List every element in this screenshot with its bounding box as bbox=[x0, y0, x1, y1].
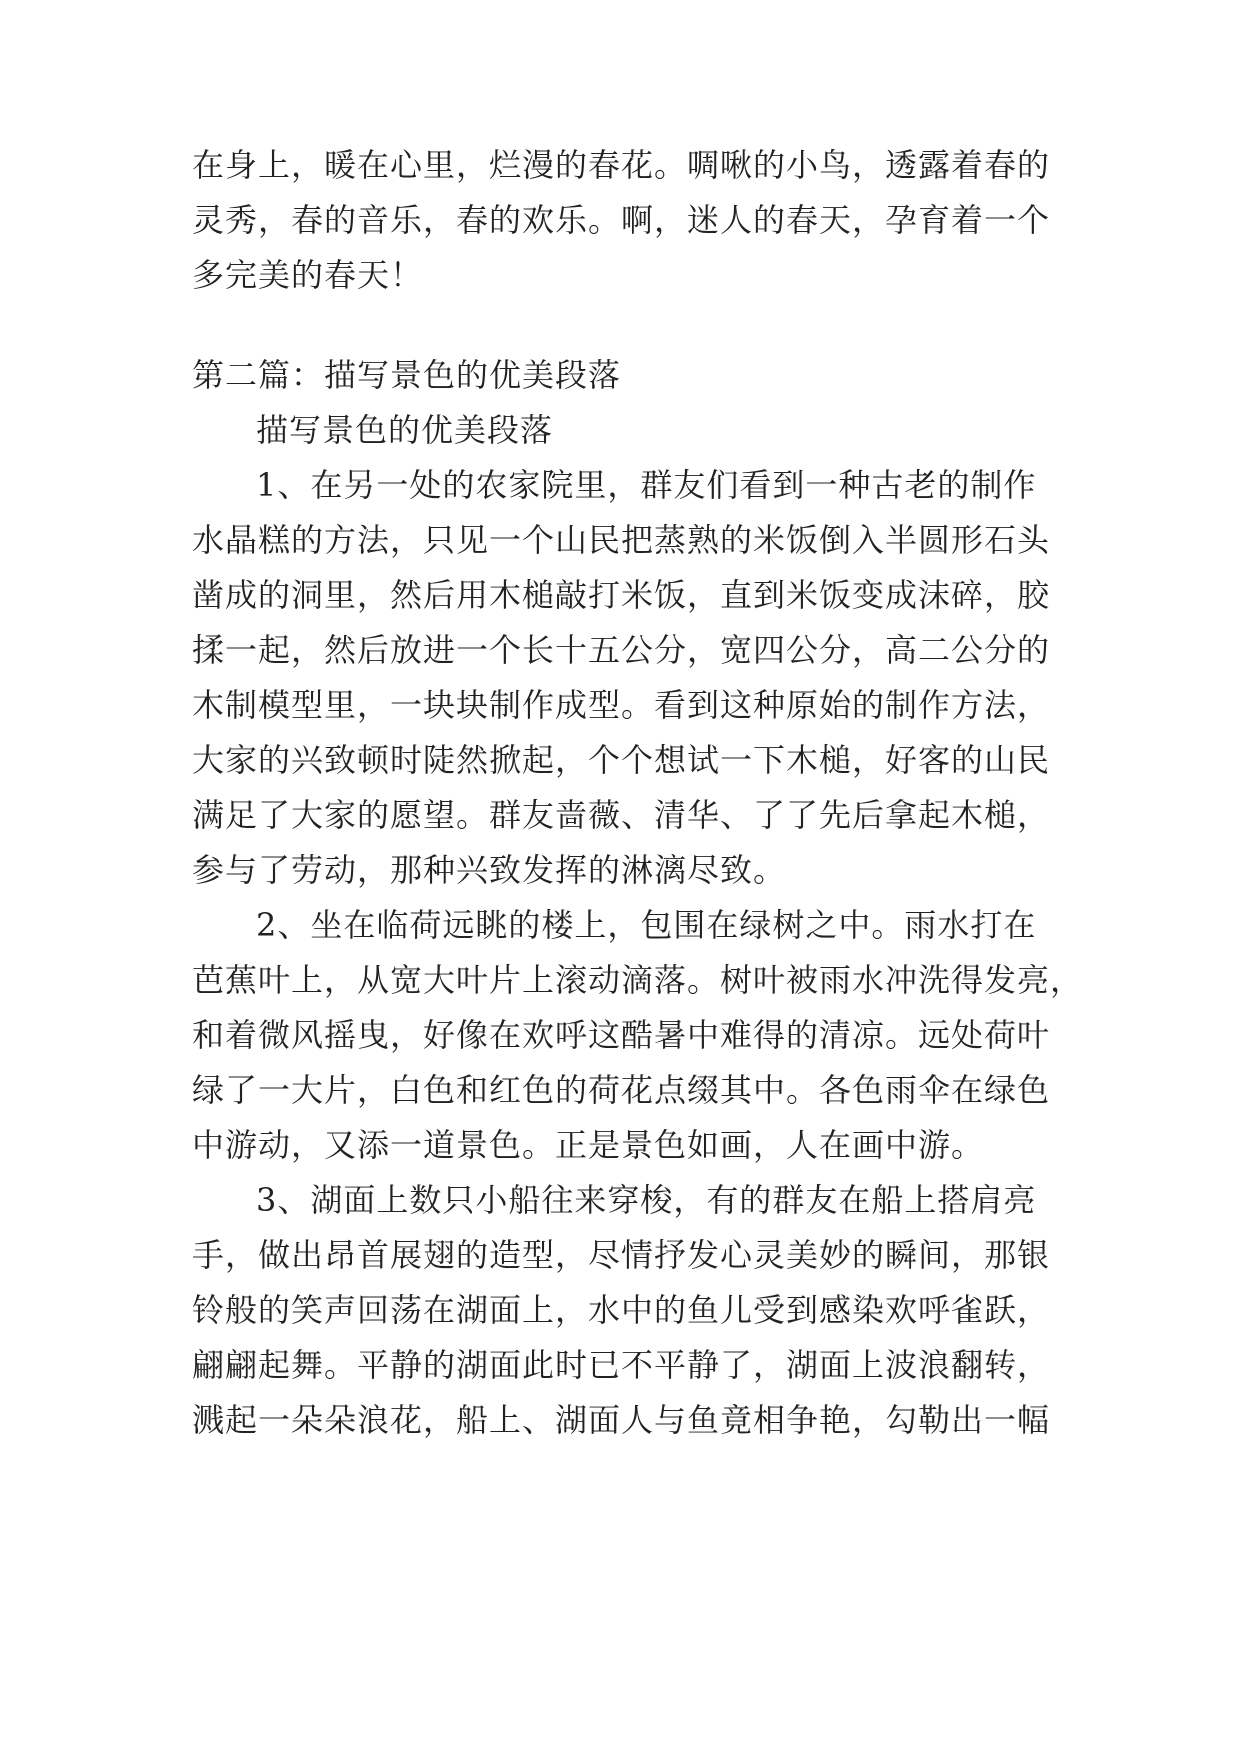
paragraph-line: 凿成的洞里，然后用木槌敲打米饭，直到米饭变成沫碎，胶 bbox=[192, 576, 1051, 614]
paragraph-line: 3、湖面上数只小船往来穿梭，有的群友在船上搭肩亮 bbox=[256, 1181, 1037, 1219]
paragraph-line: 翩翩起舞。平静的湖面此时已不平静了，湖面上波浪翻转， bbox=[192, 1346, 1051, 1384]
paragraph-line: 参与了劳动，那种兴致发挥的淋漓尽致。 bbox=[192, 851, 787, 889]
paragraph-line: 溅起一朵朵浪花，船上、湖面人与鱼竟相争艳，勾勒出一幅 bbox=[192, 1401, 1051, 1439]
paragraph-line: 铃般的笑声回荡在湖面上，水中的鱼儿受到感染欢呼雀跃， bbox=[192, 1291, 1051, 1329]
paragraph-line: 木制模型里，一块块制作成型。看到这种原始的制作方法， bbox=[192, 686, 1051, 724]
section-subtitle: 描写景色的优美段落 bbox=[256, 411, 554, 449]
paragraph-line: 绿了一大片，白色和红色的荷花点缀其中。各色雨伞在绿色 bbox=[192, 1071, 1051, 1109]
paragraph-line: 1、在另一处的农家院里，群友们看到一种古老的制作 bbox=[256, 466, 1037, 504]
paragraph-line: 芭蕉叶上，从宽大叶片上滚动滴落。树叶被雨水冲洗得发亮， bbox=[192, 961, 1084, 999]
intro-line: 多完美的春天！ bbox=[192, 256, 424, 294]
paragraph-line: 2、坐在临荷远眺的楼上，包围在绿树之中。雨水打在 bbox=[256, 906, 1037, 944]
paragraph-line: 大家的兴致顿时陡然掀起，个个想试一下木槌，好客的山民 bbox=[192, 741, 1051, 779]
intro-line: 在身上，暖在心里，烂漫的春花。啁啾的小鸟，透露着春的 bbox=[192, 146, 1051, 184]
intro-line: 灵秀，春的音乐，春的欢乐。啊，迷人的春天，孕育着一个 bbox=[192, 201, 1051, 239]
paragraph-line: 揉一起，然后放进一个长十五公分，宽四公分，高二公分的 bbox=[192, 631, 1051, 669]
paragraph-line: 中游动，又添一道景色。正是景色如画，人在画中游。 bbox=[192, 1126, 985, 1164]
paragraph-line: 和着微风摇曳，好像在欢呼这酷暑中难得的清凉。远处荷叶 bbox=[192, 1016, 1051, 1054]
section-heading: 第二篇：描写景色的优美段落 bbox=[192, 356, 622, 394]
paragraph-line: 手，做出昂首展翅的造型，尽情抒发心灵美妙的瞬间，那银 bbox=[192, 1236, 1051, 1274]
paragraph-line: 水晶糕的方法，只见一个山民把蒸熟的米饭倒入半圆形石头 bbox=[192, 521, 1051, 559]
paragraph-line: 满足了大家的愿望。群友啬薇、清华、了了先后拿起木槌， bbox=[192, 796, 1051, 834]
